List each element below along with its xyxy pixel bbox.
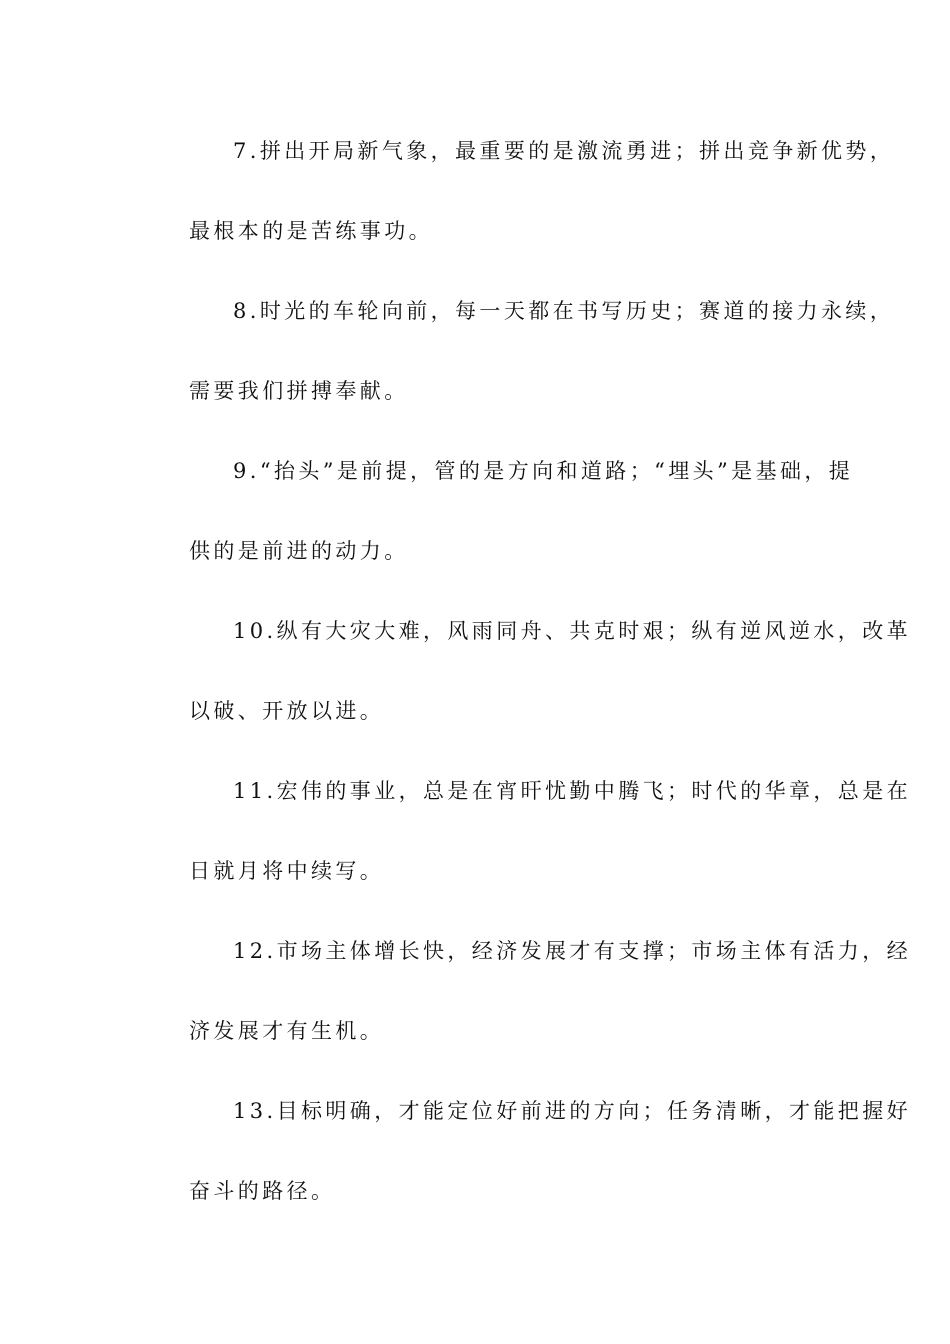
paragraph-10 [145,608,911,768]
paragraph-13 [145,1088,911,1248]
paragraph-line: 供的是前进的动力。 [189,539,409,563]
paragraph-line: 7.拼出开局新气象，最重要的是激流勇进；拼出竞争新优势， [233,139,895,163]
paragraph-9 [145,448,854,608]
paragraph-line: 12.市场主体增长快，经济发展才有支撑；市场主体有活力，经 [233,939,911,963]
paragraph-line: 以破、开放以进。 [189,699,385,723]
paragraph-line: 最根本的是苦练事功。 [189,219,433,243]
paragraph-line: 需要我们拼搏奉献。 [189,379,409,403]
paragraph-line: 9.“抬头”是前提，管的是方向和道路；“埋头”是基础，提 [233,459,854,483]
paragraph-line: 济发展才有生机。 [189,1019,385,1043]
paragraph-7 [145,128,895,288]
paragraph-line: 奋斗的路径。 [189,1179,336,1203]
paragraph-line: 10.纵有大灾大难，风雨同舟、共克时艰；纵有逆风逆水，改革 [233,619,911,643]
paragraph-line: 13.目标明确，才能定位好前进的方向；任务清晰，才能把握好 [233,1099,911,1123]
paragraph-line: 日就月将中续写。 [189,859,385,883]
document-body [145,128,911,1248]
paragraph-11 [145,768,911,928]
paragraph-line: 8.时光的车轮向前，每一天都在书写历史；赛道的接力永续， [233,299,895,323]
paragraph-line: 11.宏伟的事业，总是在宵旰忧勤中腾飞；时代的华章，总是在 [233,779,911,803]
paragraph-8 [145,288,895,448]
paragraph-12 [145,928,911,1088]
